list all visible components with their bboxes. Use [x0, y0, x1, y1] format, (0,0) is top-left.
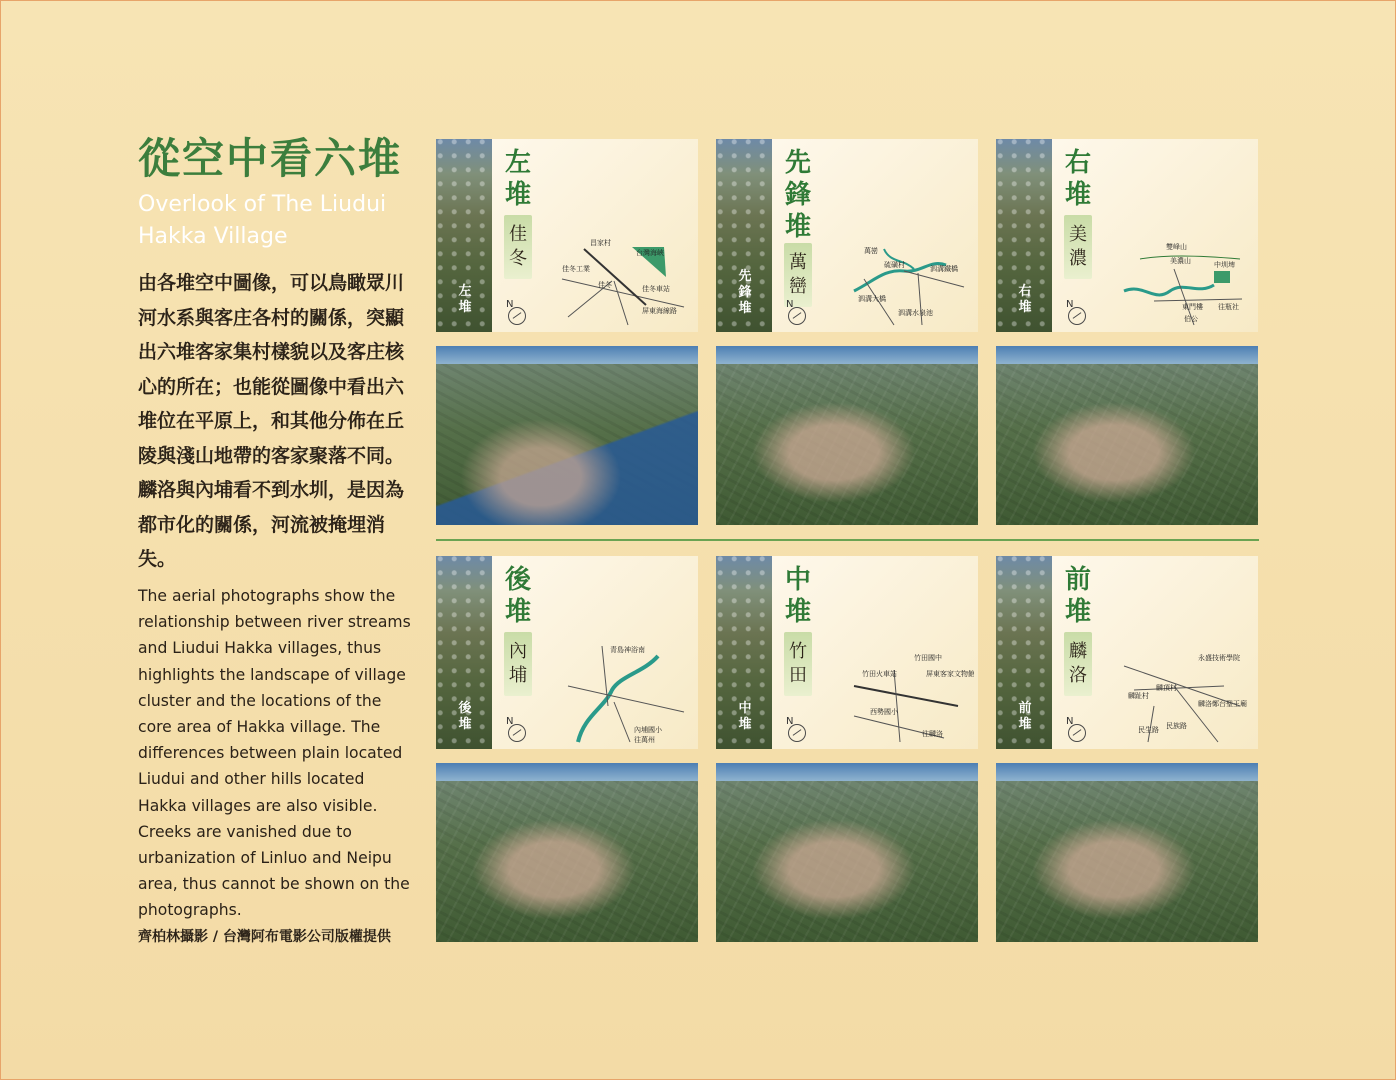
- aerial-photo: [436, 346, 698, 525]
- map-label: 東門樓: [1182, 303, 1203, 311]
- map-label: 硫磺村: [884, 261, 905, 269]
- location-map: [834, 229, 974, 329]
- town-label: 佳冬: [504, 215, 532, 279]
- map-label: 佳冬工業: [562, 265, 590, 273]
- aerial-strip: [996, 556, 1052, 749]
- aerial-photo: [996, 763, 1258, 942]
- page-title: 從空中看六堆: [138, 134, 403, 183]
- panel-zhongdui: [716, 556, 978, 942]
- aerial-strip: [716, 139, 772, 332]
- photo-credit: 齊柏林攝影 / 台灣阿布電影公司版權提供: [138, 929, 391, 945]
- panel-title: 後堆: [504, 565, 531, 627]
- map-label: 泗溝大橋: [858, 295, 886, 303]
- strip-label: 前堆: [1018, 701, 1032, 732]
- panel-header: [996, 556, 1258, 749]
- map-label: 麟洛鄭台聖王廟: [1198, 700, 1247, 708]
- location-map: [1114, 229, 1254, 329]
- north-arrow-icon: [508, 724, 526, 742]
- strip-label: 左堆: [458, 284, 472, 315]
- panel-zuodui: [436, 139, 698, 525]
- map-label: 竹田火車站: [862, 670, 897, 678]
- aerial-photo: [436, 763, 698, 942]
- aerial-strip: [436, 556, 492, 749]
- north-arrow-icon: [788, 724, 806, 742]
- north-arrow-icon: [508, 307, 526, 325]
- north-arrow-icon: [788, 307, 806, 325]
- north-label: N: [1066, 716, 1074, 727]
- aerial-strip: [436, 139, 492, 332]
- aerial-strip: [716, 556, 772, 749]
- aerial-strip: [996, 139, 1052, 332]
- strip-label: 中堆: [738, 701, 752, 732]
- town-label: 麟洛: [1064, 632, 1092, 696]
- map-label: 青島神浴南: [610, 646, 645, 654]
- map-label: 往瓶社: [1218, 303, 1239, 311]
- map-label: 往麟洛: [922, 730, 943, 738]
- panel-xianfengdui: [716, 139, 978, 525]
- panel-houdui: [436, 556, 698, 942]
- panel-header: [436, 139, 698, 332]
- map-label: 佳冬: [598, 281, 612, 289]
- location-map: [1114, 646, 1254, 746]
- location-map: [554, 229, 694, 329]
- map-label: 麟趾村: [1128, 692, 1149, 700]
- body-text-english: The aerial photographs show the relationship between river streams and Liudui Hakka villages, thus highlights the landscape of village cluster and the locations of the core area of Hakka village. The differences between plain located Liudui and other hills located Hakka villages are also visible. Creeks are vanished due to urbanization of Linluo and Neipu area, thus cannot be shown on the photographs.: [138, 587, 411, 920]
- panel-header: [996, 139, 1258, 332]
- map-label: 美濃山: [1170, 257, 1191, 265]
- row-divider: [436, 539, 1259, 541]
- map-label: 內埔國小: [634, 726, 662, 734]
- map-label: 台灣海峽: [636, 249, 664, 257]
- panel-title: 先鋒堆: [784, 148, 811, 242]
- aerial-photo: [716, 346, 978, 525]
- north-label: N: [786, 299, 794, 310]
- aerial-photo: [716, 763, 978, 942]
- body-text-chinese: 由各堆空中圖像，可以鳥瞰眾川河水系與客庄各村的關係，突顯出六堆客家集村樣貌以及客庄核心的所在；也能從圖像中看出六堆位在平原上，和其他分佈在丘陵與淺山地帶的客家聚落不同。麟洛與內埔看不到水圳，是因為都市化的關係，河流被掩埋消失。: [138, 272, 405, 570]
- north-label: N: [506, 716, 514, 727]
- map-label: 民族路: [1166, 722, 1187, 730]
- panel-title: 中堆: [784, 565, 811, 627]
- north-label: N: [506, 299, 514, 310]
- map-label: 麟頂村: [1156, 684, 1177, 692]
- north-arrow-icon: [1068, 724, 1086, 742]
- map-label: 雙峰山: [1166, 243, 1187, 251]
- north-label: N: [786, 716, 794, 727]
- map-label: 竹田國中: [914, 654, 942, 662]
- map-label: 伯公: [1184, 315, 1198, 323]
- location-map: [554, 646, 694, 746]
- strip-label: 後堆: [458, 701, 472, 732]
- town-label: 內埔: [504, 632, 532, 696]
- map-label: 萬巒: [864, 247, 878, 255]
- map-label: 泗溝水泉池: [898, 309, 933, 317]
- north-arrow-icon: [1068, 307, 1086, 325]
- town-label: 萬巒: [784, 243, 812, 307]
- panel-header: [716, 139, 978, 332]
- page-subtitle: Overlook of The Liudui Hakka Village: [138, 192, 387, 249]
- panel-youdui: [996, 139, 1258, 525]
- north-label: N: [1066, 299, 1074, 310]
- location-map: [834, 646, 974, 746]
- panel-qiandui: [996, 556, 1258, 942]
- aerial-photo: [996, 346, 1258, 525]
- panel-title: 左堆: [504, 148, 531, 210]
- strip-label: 右堆: [1018, 284, 1032, 315]
- panel-title: 前堆: [1064, 565, 1091, 627]
- map-label: 屏東客家文物館: [926, 670, 974, 678]
- map-label: 往萬州: [634, 736, 655, 744]
- map-label: 屏東海線路: [642, 307, 677, 315]
- map-label: 昌家村: [590, 239, 611, 247]
- town-label: 竹田: [784, 632, 812, 696]
- map-label: 民生路: [1138, 726, 1159, 734]
- map-label: 中圳埤: [1214, 261, 1235, 269]
- map-label: 佳冬車站: [642, 285, 670, 293]
- panel-title: 右堆: [1064, 148, 1091, 210]
- map-label: 西勢國小: [870, 708, 898, 716]
- panel-header: [716, 556, 978, 749]
- strip-label: 先鋒堆: [738, 269, 752, 316]
- panel-header: [436, 556, 698, 749]
- map-label: 泗溝鐵橋: [930, 265, 958, 273]
- town-label: 美濃: [1064, 215, 1092, 279]
- map-label: 永盛技術學院: [1198, 654, 1240, 662]
